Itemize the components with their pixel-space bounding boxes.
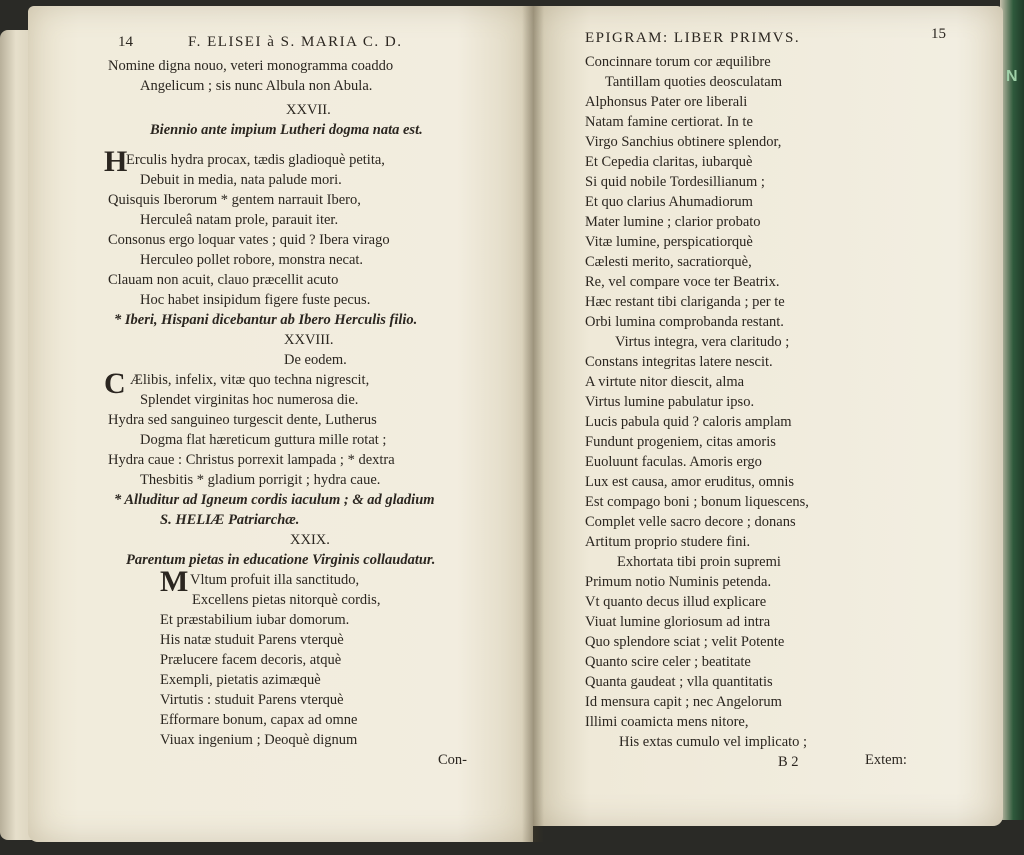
text-line: Constans integritas latere nescit.	[585, 354, 773, 370]
section-number: XXVII.	[286, 102, 331, 118]
text-line: Hydra caue : Christus porrexit lampada ; * dextra	[108, 452, 395, 468]
text-line: Vitæ lumine, perspicatiorquè	[585, 234, 753, 250]
text-line: Quisquis Iberorum * gentem narrauit Ibero,	[108, 192, 361, 208]
text-line: Prælucere facem decoris, atquè	[160, 652, 342, 668]
text-line: Et præstabilium iubar domorum.	[160, 612, 350, 628]
text-line: Virgo Sanchius obtinere splendor,	[585, 134, 782, 150]
text-line: Fundunt progeniem, citas amoris	[585, 434, 776, 450]
text-line: Thesbitis * gladium porrigit ; hydra caue.	[140, 472, 381, 488]
text-line: Splendet virginitas hoc numerosa die.	[140, 392, 359, 408]
text-line: Exempli, pietatis azimæquè	[160, 672, 321, 688]
text-line: Consonus ergo loquar vates ; quid ? Ibera virago	[108, 232, 390, 248]
text-line: His natæ studuit Parens vterquè	[160, 632, 344, 648]
text-line: Alphonsus Pater ore liberali	[585, 94, 748, 110]
text-line: Hæc restant tibi clariganda ; per te	[585, 294, 785, 310]
text-line: Clauam non acuit, clauo præcellit acuto	[108, 272, 339, 288]
text-line: Herculeo pollet robore, monstra necat.	[140, 252, 364, 268]
text-line: Angelicum ; sis nunc Albula non Abula.	[140, 78, 373, 94]
left-page	[28, 6, 533, 842]
text-line: Excellens pietas nitorquè cordis,	[192, 592, 381, 608]
text-line: Lucis pabula quid ? caloris amplam	[585, 414, 792, 430]
section-title: Biennio ante impium Lutheri dogma nata est.	[150, 122, 423, 138]
text-line: Quanto scire celer ; beatitate	[585, 654, 751, 670]
text-line: Est compago boni ; bonum liquescens,	[585, 494, 809, 510]
catchword: Extem:	[865, 752, 907, 768]
text-line: Hoc habet insipidum figere fuste pecus.	[140, 292, 371, 308]
text-line: Et quo clarius Ahumadiorum	[585, 194, 753, 210]
text-line: Si quid nobile Tordesillianum ;	[585, 174, 765, 190]
section-title: Parentum pietas in educatione Virginis collaudatur.	[126, 552, 436, 568]
text-line: Ælibis, infelix, vitæ quo techna nigrescit,	[130, 372, 370, 388]
section-number: XXIX.	[290, 532, 330, 548]
text-line: Herculeâ natam prole, parauit iter.	[140, 212, 339, 228]
section-title: De eodem.	[284, 352, 347, 368]
text-line: Viuat lumine gloriosum ad intra	[585, 614, 771, 630]
text-line: Natam famine certiorat. In te	[585, 114, 753, 130]
text-line: Orbi lumina comprobanda restant.	[585, 314, 784, 330]
text-line: Tantillam quoties deosculatam	[605, 74, 782, 90]
book-gutter	[522, 6, 544, 842]
drop-initial: M	[160, 565, 189, 598]
text-line: A virtute nitor diescit, alma	[585, 374, 745, 390]
running-head: EPIGRAM: LIBER PRIMVS.	[585, 30, 801, 46]
page-number: 15	[931, 26, 946, 42]
text-line: Illimi coamicta mens nitore,	[585, 714, 749, 730]
cover-letter: N	[1006, 68, 1018, 85]
text-line: Vt quanto decus illud explicare	[585, 594, 767, 610]
cover-edge-right	[1000, 0, 1024, 820]
text-line: Exhortata tibi proin supremi	[617, 554, 781, 570]
text-line: Dogma flat hæreticum guttura mille rotat ;	[140, 432, 387, 448]
running-head: F. ELISEI à S. MARIA C. D.	[188, 34, 403, 50]
footnote: * Alluditur ad Igneum cordis iaculum ; & ad gladium	[114, 492, 435, 508]
text-line: Viuax ingenium ; Deoquè dignum	[160, 732, 358, 748]
catchword: Con-	[438, 752, 467, 768]
text-line: Id mensura capit ; nec Angelorum	[585, 694, 782, 710]
text-line: Artitum proprio studere fini.	[585, 534, 751, 550]
text-line: Debuit in media, nata palude mori.	[140, 172, 342, 188]
text-line: Virtutis : studuit Parens vterquè	[160, 692, 344, 708]
drop-initial: C	[104, 367, 126, 400]
text-line: Nomine digna nouo, veteri monogramma coaddo	[108, 58, 394, 74]
text-line: Quanta gaudeat ; vlla quantitatis	[585, 674, 773, 690]
footnote: * Iberi, Hispani dicebantur ab Ibero Herculis filio.	[114, 312, 418, 328]
text-line: Erculis hydra procax, tædis gladioquè petita,	[126, 152, 385, 168]
text-line: Re, vel compare voce ter Beatrix.	[585, 274, 780, 290]
signature-mark: B 2	[778, 754, 799, 770]
section-number: XXVIII.	[284, 332, 334, 348]
text-line: Virtus lumine pabulatur ipso.	[585, 394, 755, 410]
text-line: Euoluunt faculas. Amoris ergo	[585, 454, 762, 470]
text-line: Efformare bonum, capax ad omne	[160, 712, 358, 728]
drop-initial: H	[104, 145, 128, 178]
text-line: His extas cumulo vel implicato ;	[619, 734, 808, 750]
footnote: S. HELIÆ Patriarchæ.	[160, 512, 300, 528]
text-line: Hydra sed sanguineo turgescit dente, Lutherus	[108, 412, 377, 428]
text-line: Quo splendore sciat ; velit Potente	[585, 634, 785, 650]
text-line: Mater lumine ; clarior probato	[585, 214, 761, 230]
text-line: Concinnare torum cor æquilibre	[585, 54, 771, 70]
text-line: Complet velle sacro decore ; donans	[585, 514, 796, 530]
text-line: Cælesti merito, sacratiorquè,	[585, 254, 752, 270]
text-line: Et Cepedia claritas, iubarquè	[585, 154, 753, 170]
page-number: 14	[118, 34, 133, 50]
text-line: Vltum profuit illa sanctitudo,	[190, 572, 360, 588]
text-line: Virtus integra, vera claritudo ;	[615, 334, 790, 350]
right-page	[533, 6, 1003, 826]
text-line: Primum notio Numinis petenda.	[585, 574, 772, 590]
text-line: Lux est causa, amor eruditus, omnis	[585, 474, 794, 490]
